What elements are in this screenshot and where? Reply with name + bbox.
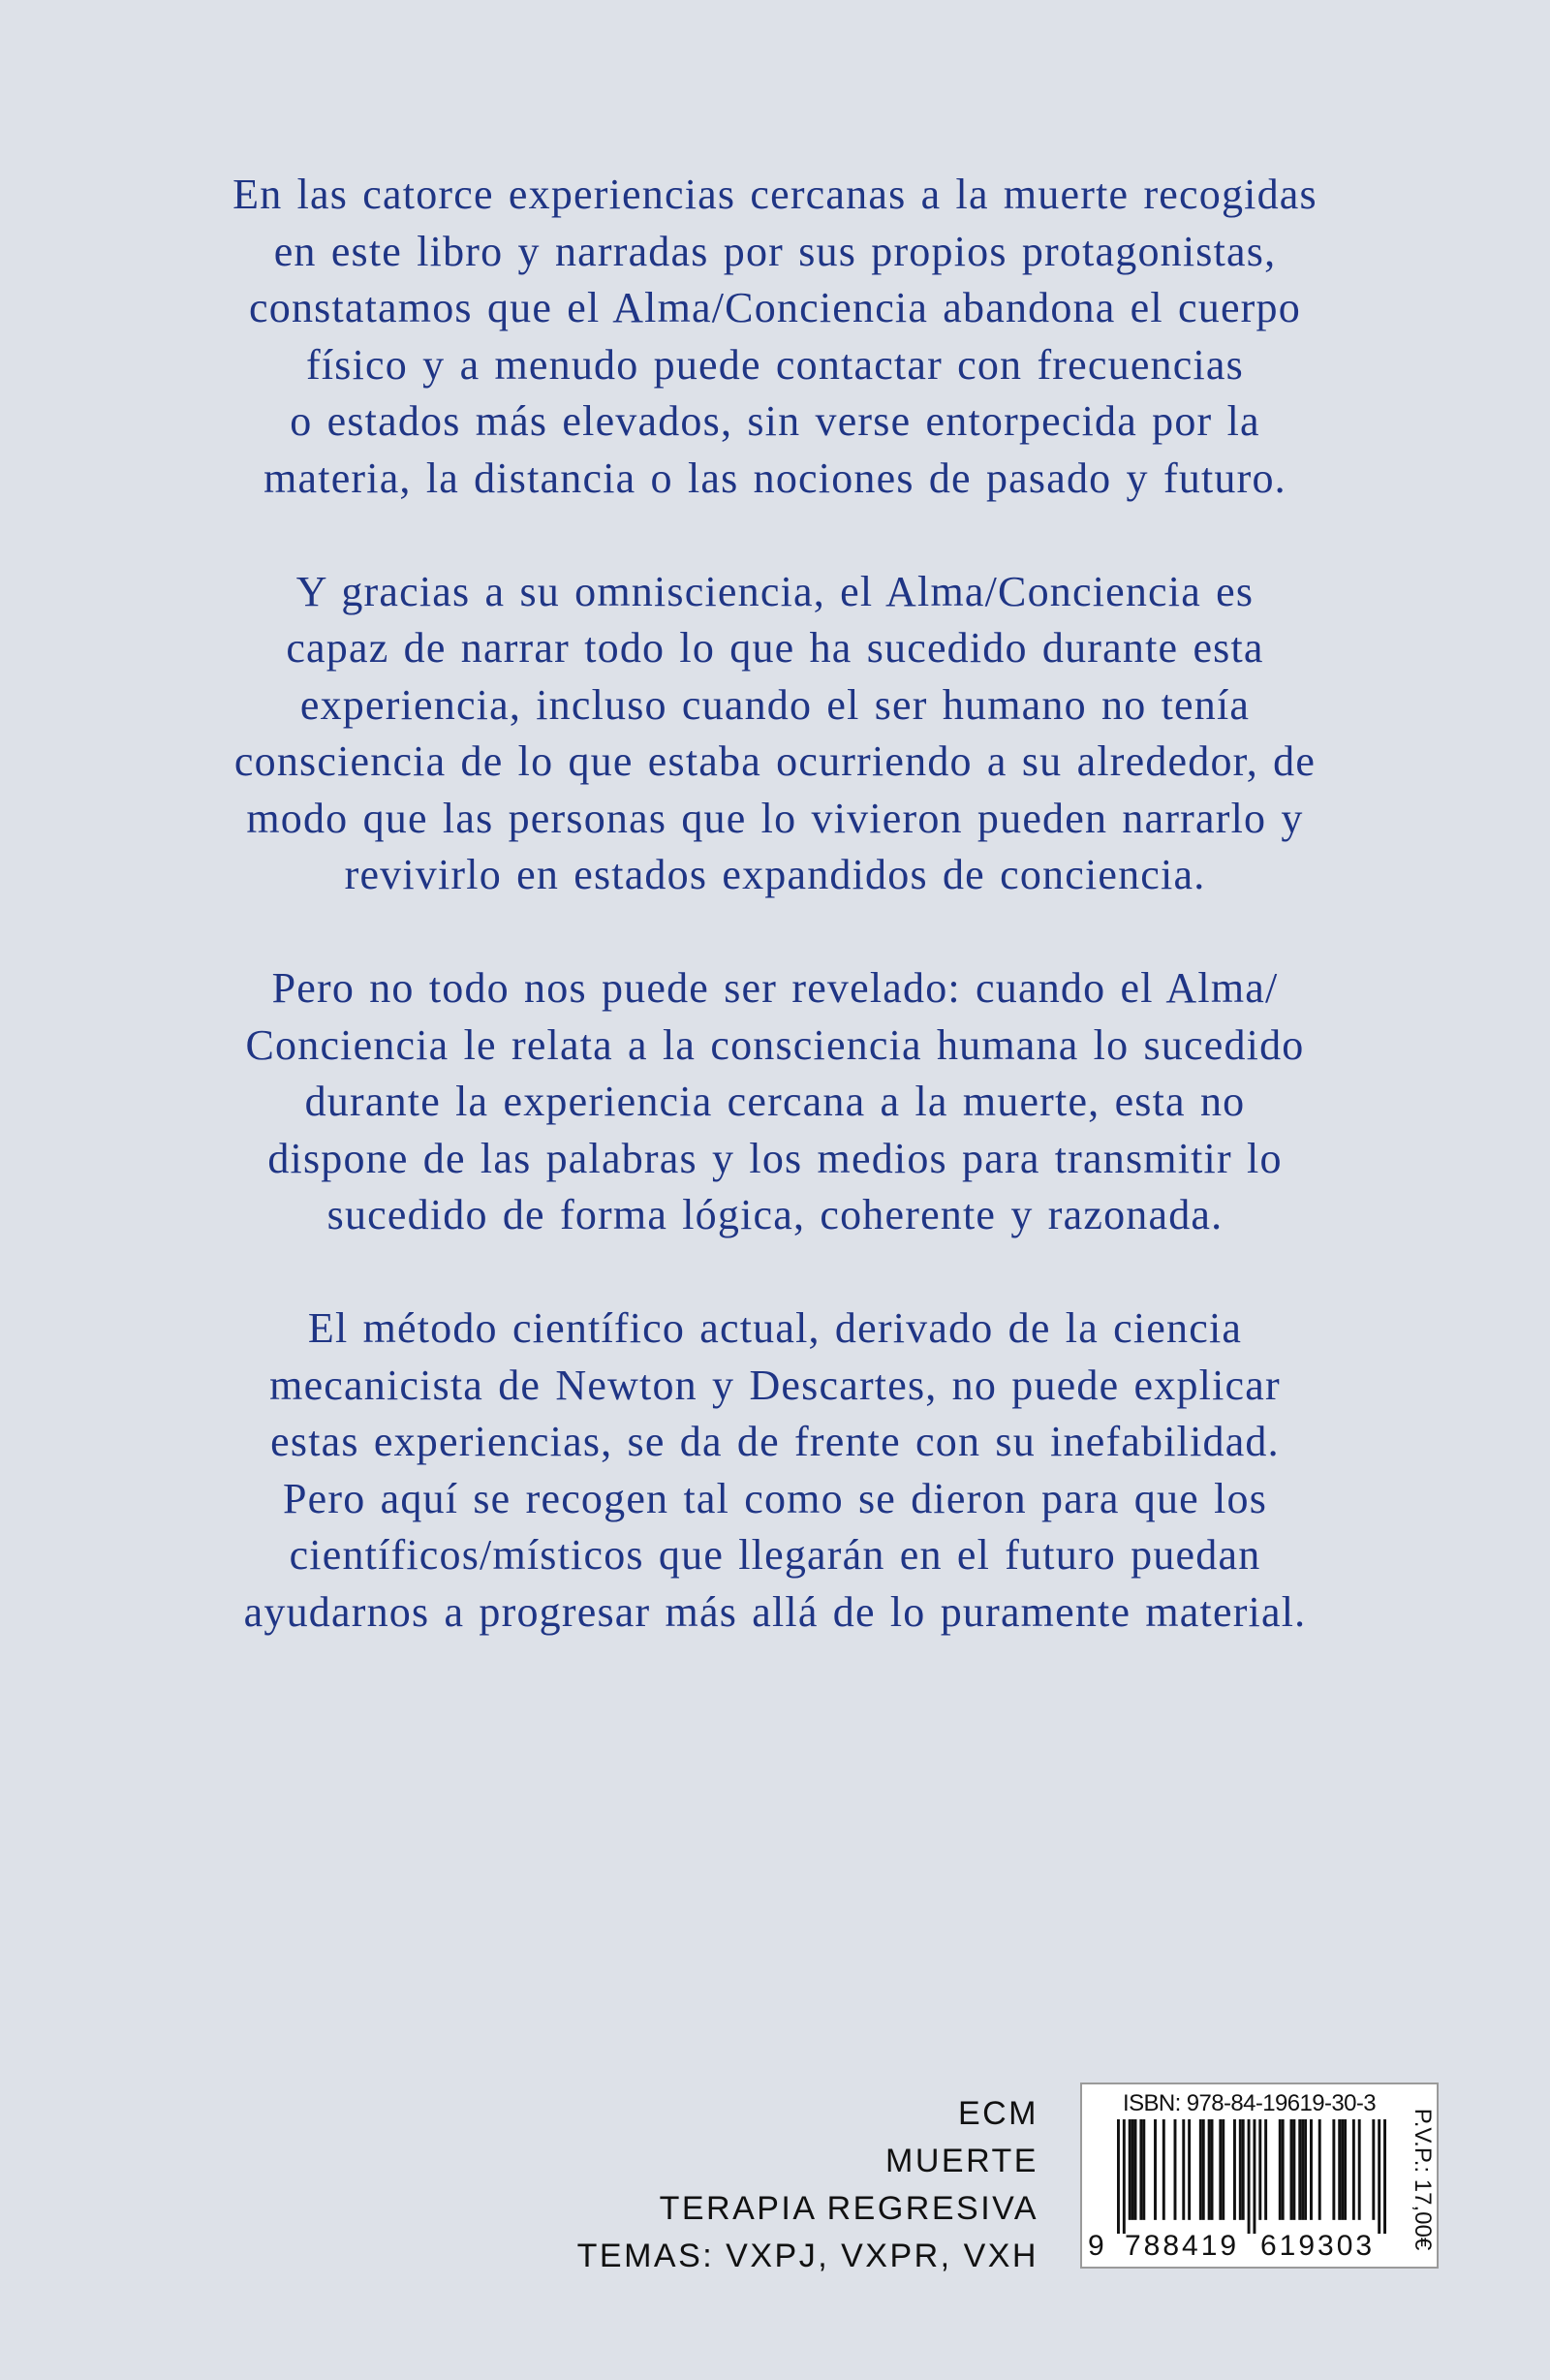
barcode-bar <box>1301 2119 1304 2220</box>
barcode-bar <box>1341 2119 1344 2220</box>
blurb-line: sucedido de forma lógica, coherente y razonada. <box>326 1191 1224 1238</box>
barcode-bar <box>1279 2119 1282 2220</box>
barcode-bar <box>1154 2119 1157 2220</box>
barcode-bar <box>1253 2119 1256 2234</box>
barcode-bar <box>1318 2119 1321 2220</box>
barcode-bar <box>1352 2119 1355 2220</box>
isbn-label: ISBN: 978-84-19619-30-3 <box>1123 2090 1377 2116</box>
barcode-bar <box>1264 2119 1267 2220</box>
barcode-bar <box>1211 2119 1214 2220</box>
topics-list <box>577 2090 1038 2280</box>
blurb-line: ayudarnos a progresar más allá de lo puramente material. <box>243 1587 1307 1636</box>
topic-item: MUERTE <box>885 2143 1038 2179</box>
blurb-line: Conciencia le relata a la consciencia humana lo sucedido <box>245 1020 1305 1069</box>
topic-item: ECM <box>957 2095 1038 2132</box>
blurb-line: físico y a menudo puede contactar con frecuencias <box>306 340 1244 389</box>
barcode-bar <box>1188 2119 1191 2220</box>
blurb-line: consciencia de lo que estaba ocurriendo a su alrededor, de <box>233 737 1317 785</box>
barcode-bar <box>1310 2119 1313 2220</box>
topic-item: TEMAS: VXPJ, VXPR, VXH <box>576 2238 1038 2274</box>
blurb-line: Pero no todo nos puede ser revelado: cuando el Alma/ <box>271 964 1279 1012</box>
barcode-bar <box>1242 2119 1245 2220</box>
blurb-paragraph-1 <box>145 167 1405 507</box>
barcode-bar <box>1378 2119 1380 2234</box>
barcode-bar <box>1383 2119 1386 2234</box>
barcode-bar <box>1282 2119 1285 2220</box>
barcode-bar <box>1162 2119 1165 2220</box>
blurb-paragraph-4 <box>145 1300 1405 1641</box>
barcode-bar <box>1258 2119 1261 2220</box>
blurb-paragraph-2 <box>145 564 1405 904</box>
blurb-line: mecanicista de Newton y Descartes, no puede explicar <box>269 1361 1281 1409</box>
blurb-line: modo que las personas que lo vivieron pueden narrarlo y <box>246 794 1304 842</box>
barcode-bar <box>1202 2119 1205 2220</box>
barcode-bar <box>1139 2119 1142 2220</box>
barcode-bars <box>1117 2119 1386 2234</box>
barcode-bar <box>1117 2119 1120 2234</box>
blurb-line: El método científico actual, derivado de la ciencia <box>307 1304 1243 1352</box>
barcode-bar <box>1338 2119 1341 2220</box>
blurb-line: científicos/místicos que llegarán en el futuro puedan <box>289 1531 1261 1579</box>
blurb-line: o estados más elevados, sin verse entorpecida por la <box>290 397 1260 445</box>
blurb-line: materia, la distancia o las nociones de pasado y futuro. <box>264 454 1286 502</box>
barcode-bar <box>1132 2119 1134 2220</box>
barcode-bar <box>1134 2119 1137 2220</box>
barcode-bar <box>1248 2119 1251 2234</box>
blurb-line: constatamos que el Alma/Conciencia abandona el cuerpo <box>249 284 1301 331</box>
barcode-bar <box>1298 2119 1301 2220</box>
blurb-line: capaz de narrar todo lo que ha sucedido durante esta <box>286 624 1264 672</box>
blurb-line: Pero aquí se recogen tal como se dieron para que los <box>282 1474 1268 1522</box>
blurb-paragraph-3 <box>145 960 1405 1244</box>
blurb-line: En las catorce experiencias cercanas a la muerte recogidas <box>232 171 1318 218</box>
barcode-digits-right: 619303 <box>1260 2230 1376 2262</box>
barcode-bar <box>1129 2119 1132 2220</box>
blurb-line: experiencia, incluso cuando el ser humano no tenía <box>299 680 1251 729</box>
blurb-line: Y gracias a su omnisciencia, el Alma/Conciencia es <box>295 567 1255 615</box>
barcode-bar <box>1344 2119 1347 2220</box>
barcode-bar <box>1292 2119 1295 2220</box>
isbn-barcode <box>1080 2082 1439 2269</box>
blurb-line: durante la experiencia cercana a la muerte, esta no <box>304 1078 1246 1125</box>
barcode-bar <box>1123 2119 1126 2234</box>
blurb-line: estas experiencias, se da de frente con su inefabilidad. <box>270 1418 1280 1465</box>
barcode-bar <box>1222 2119 1224 2220</box>
barcode-bar <box>1290 2119 1293 2220</box>
barcode-digits-left: 788419 <box>1125 2230 1240 2262</box>
barcode-bar <box>1304 2119 1307 2220</box>
price-label: P.V.P.: 17,00€ <box>1410 2108 1436 2251</box>
topic-item: TERAPIA REGRESIVA <box>659 2190 1038 2227</box>
blurb-line: dispone de las palabras y los medios para transmitir lo <box>267 1134 1283 1182</box>
barcode-bar <box>1208 2119 1211 2220</box>
back-cover-blurb <box>145 167 1405 1698</box>
barcode-bar <box>1199 2119 1202 2220</box>
blurb-line: revivirlo en estados expandidos de conciencia. <box>344 851 1206 898</box>
barcode-bar <box>1233 2119 1236 2220</box>
barcode-bar <box>1219 2119 1222 2220</box>
barcode-bar <box>1372 2119 1375 2220</box>
barcode-bar <box>1332 2119 1335 2220</box>
blurb-line: en este libro y narradas por sus propios protagonistas, <box>273 227 1277 275</box>
barcode-bar <box>1182 2119 1185 2220</box>
barcode-bar <box>1142 2119 1145 2220</box>
barcode-bar <box>1174 2119 1177 2220</box>
barcode-bar <box>1239 2119 1242 2220</box>
barcode-digit-lead: 9 <box>1088 2230 1104 2262</box>
barcode-bar <box>1358 2119 1361 2220</box>
